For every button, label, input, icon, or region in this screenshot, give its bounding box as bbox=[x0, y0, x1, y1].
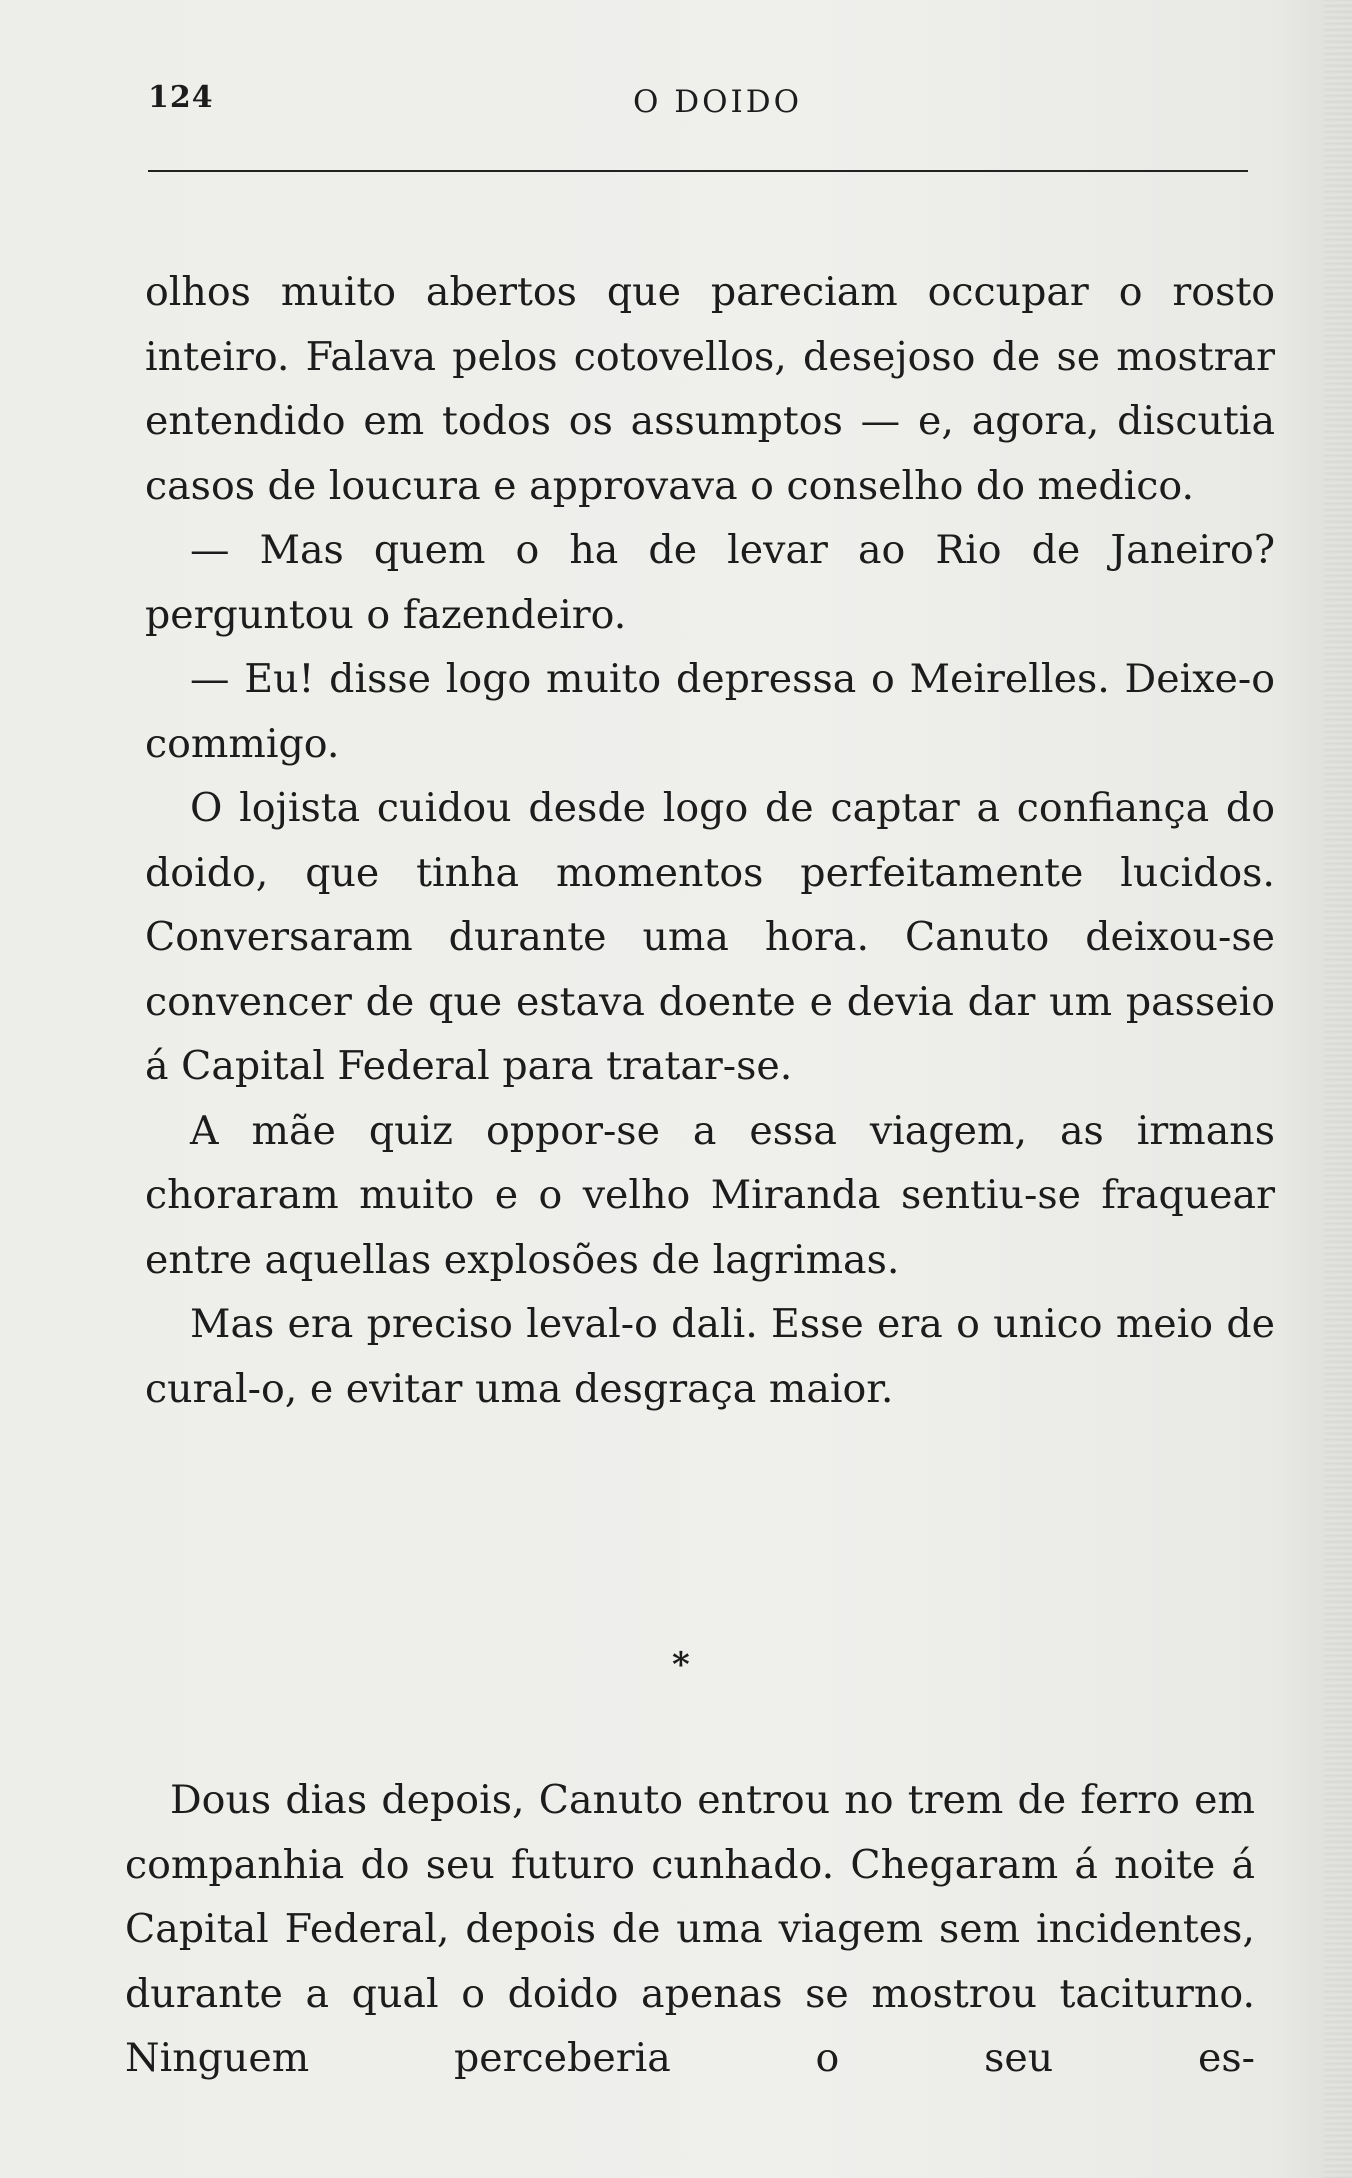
paragraph: Mas era preciso leval-o dali. Esse era o unico meio de cural-o, e evitar uma desgraça maior. bbox=[145, 1301, 1275, 1412]
page-edge-shadow bbox=[1324, 0, 1352, 2178]
paragraph: — Eu! disse logo muito depressa o Meirelles. Deixe-o commigo. bbox=[145, 656, 1275, 767]
header-rule bbox=[148, 170, 1248, 172]
body-text-after-break bbox=[125, 1768, 1255, 2091]
paragraph: — Mas quem o ha de levar ao Rio de Janeiro? perguntou o fazendeiro. bbox=[145, 527, 1275, 638]
paragraph: Dous dias depois, Canuto entrou no trem de ferro em companhia do seu futuro cunhado. Chegaram á noite á Capital Federal, depois de uma viagem sem incidentes, durante a qual o doido apenas se mostrou taciturno. Ninguem perceberia o seu es- bbox=[125, 1777, 1255, 2081]
section-separator: * bbox=[672, 1645, 690, 1685]
paragraph: A mãe quiz oppor-se a essa viagem, as irmans choraram muito e o velho Miranda sentiu-se fraquear entre aquellas explosões de lagrimas. bbox=[145, 1107, 1275, 1283]
page-header bbox=[148, 72, 1248, 132]
paragraph: O lojista cuidou desde logo de captar a confiança do doido, que tinha momentos perfeitamente lucidos. Conversaram durante uma hora. Canuto deixou-se convencer de que estava doente e devia dar um passeio á Capital Federal para tratar-se. bbox=[145, 785, 1275, 1089]
running-title: O DOIDO bbox=[633, 84, 803, 120]
page-number: 124 bbox=[148, 80, 214, 115]
body-text-before-break bbox=[145, 260, 1275, 1421]
paragraph: olhos muito abertos que pareciam occupar o rosto inteiro. Falava pelos cotovellos, desejoso de se mostrar entendido em todos os assumptos — e, agora, discutia casos de loucura e approvava o conselho do medico. bbox=[145, 269, 1275, 509]
